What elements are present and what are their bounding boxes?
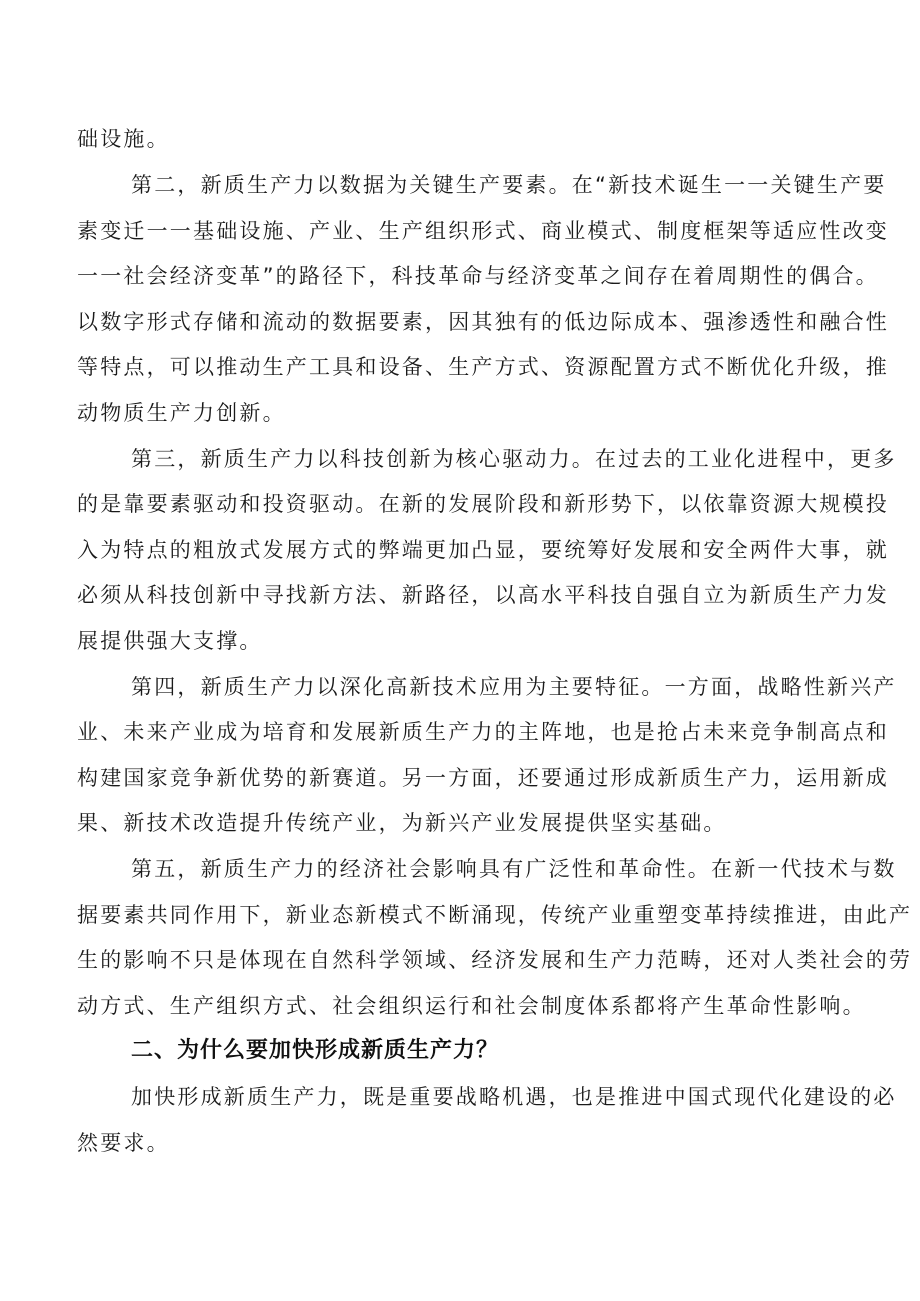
paragraph-line: 的是靠要素驱动和投资驱动。在新的发展阶段和新形势下，以依靠资源大规模投	[77, 492, 889, 516]
paragraph-line: 构建国家竞争新优势的新赛道。另一方面，还要通过形成新质生产力，运用新成	[77, 766, 889, 790]
paragraph-line: 第三，新质生产力以科技创新为核心驱动力。在过去的工业化进程中，更多	[131, 447, 897, 471]
paragraph-line: 生的影响不只是体现在自然科学领域、经济发展和生产力范畴，还对人类社会的劳	[77, 948, 913, 972]
paragraph-line: 入为特点的粗放式发展方式的弊端更加凸显，要统筹好发展和安全两件大事，就	[77, 538, 889, 562]
paragraph-line: 动物质生产力创新。	[77, 401, 286, 425]
paragraph-line: 以数字形式存储和流动的数据要素，因其独有的低边际成本、强渗透性和融合性	[77, 310, 889, 334]
paragraph-line: 加快形成新质生产力，既是重要战略机遇，也是推进中国式现代化建设的必	[131, 1085, 897, 1109]
paragraph-line: 础设施。	[77, 127, 170, 151]
paragraph-line: 动方式、生产组织方式、社会组织运行和社会制度体系都将产生革命性影响。	[77, 994, 866, 1018]
section-heading: 二、为什么要加快形成新质生产力？	[131, 1038, 500, 1063]
paragraph-line: 第二，新质生产力以数据为关键生产要素。在“新技术诞生一一关键生产要	[131, 173, 887, 197]
paragraph-line: 第五，新质生产力的经济社会影响具有广泛性和革命性。在新一代技术与数	[131, 857, 897, 881]
paragraph-line: 一一社会经济变革”的路径下，科技革命与经济变革之间存在着周期性的偶合。	[77, 264, 879, 288]
paragraph-line: 据要素共同作用下，新业态新模式不断涌现，传统产业重塑变革持续推进，由此产	[77, 903, 913, 927]
paragraph-line: 素变迁一一基础设施、产业、生产组织形式、商业模式、制度框架等适应性改变	[77, 219, 889, 243]
paragraph-line: 果、新技术改造提升传统产业，为新兴产业发展提供坚实基础。	[77, 811, 727, 835]
paragraph-line: 等特点，可以推动生产工具和设备、生产方式、资源配置方式不断优化升级，推	[77, 355, 889, 379]
paragraph-line: 业、未来产业成为培育和发展新质生产力的主阵地，也是抢占未来竞争制高点和	[77, 720, 889, 744]
paragraph-line: 必须从科技创新中寻找新方法、新路径，以高水平科技自强自立为新质生产力发	[77, 583, 889, 607]
paragraph-line: 第四，新质生产力以深化高新技术应用为主要特征。一方面，战略性新兴产	[131, 675, 897, 699]
paragraph-line: 展提供强大支撑。	[77, 629, 263, 653]
paragraph-line: 然要求。	[77, 1131, 170, 1155]
